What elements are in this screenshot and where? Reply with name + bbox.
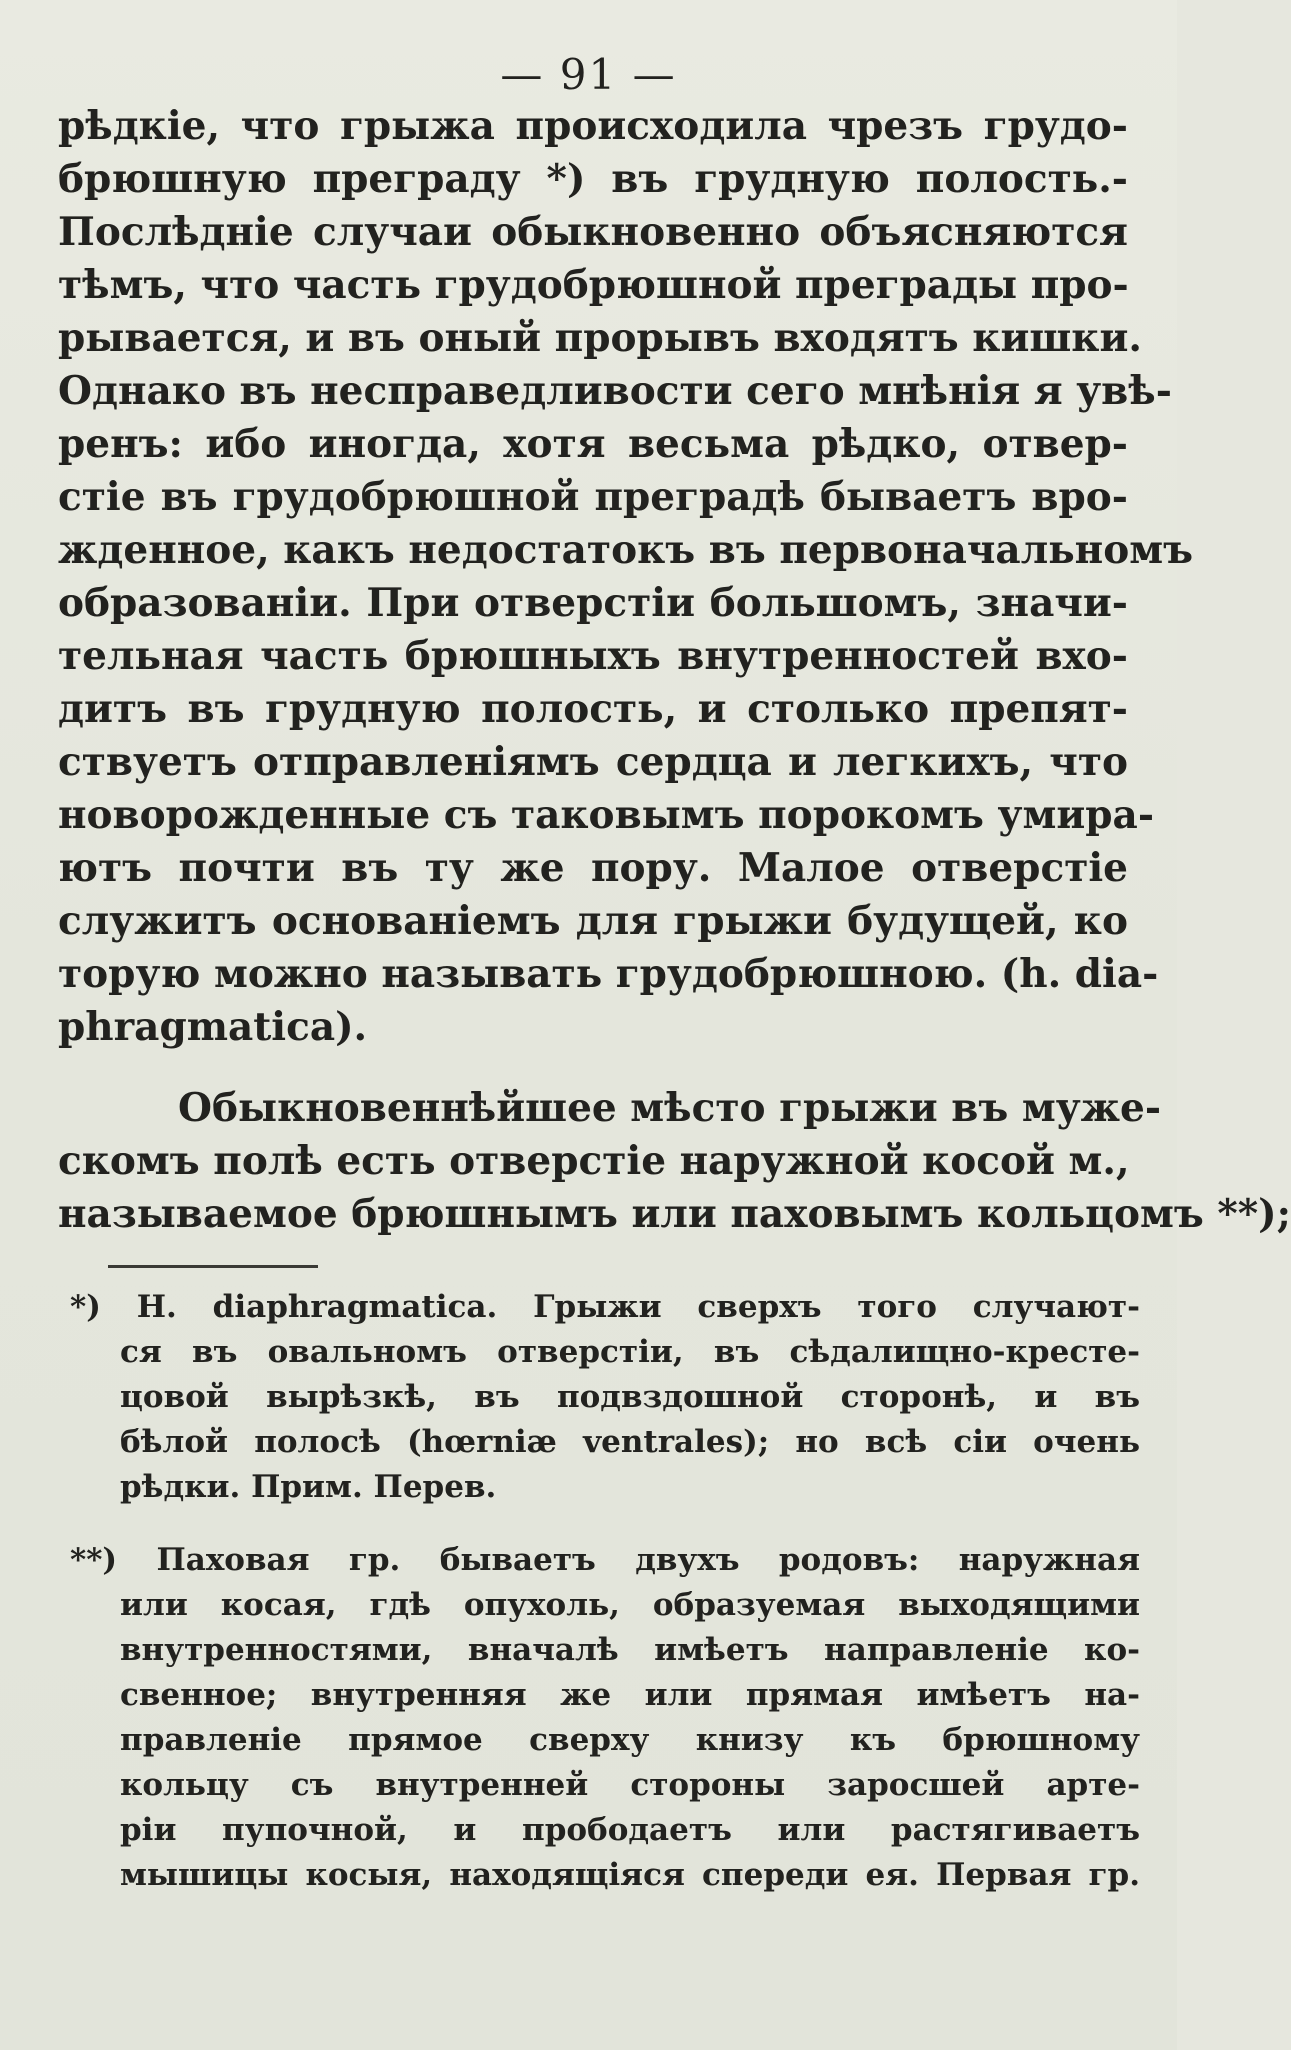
footnote-1 <box>70 1285 1140 1510</box>
footnote-line: правленіе прямое сверху книзу къ брюшному <box>120 1722 1140 1758</box>
footnote-line: ся въ овальномъ отверстіи, въ сѣдалищно-кресте- <box>120 1334 1140 1370</box>
text-line: служитъ основаніемъ для грыжи будущей, ко <box>58 898 1128 944</box>
text-line: ренъ: ибо иногда, хотя весьма рѣдко, отвер- <box>58 421 1128 467</box>
footnote-2 <box>70 1538 1140 1898</box>
text-line: новорожденные съ таковымъ порокомъ умира- <box>58 792 1155 838</box>
footnote-line: кольцу съ внутренней стороны заросшей арте- <box>120 1767 1140 1803</box>
text-line: жденное, какъ недостатокъ въ первоначальномъ <box>58 527 1194 573</box>
footnotes <box>70 1285 1140 1898</box>
footnote-separator <box>108 1265 318 1268</box>
footnote-line: бѣлой полосѣ (hœrniæ ventrales); но всѣ сіи очень <box>120 1424 1140 1460</box>
text-line: рѣдкіе, что грыжа происходила чрезъ грудо- <box>58 103 1128 149</box>
footnote-line: **) Паховая гр. бываетъ двухъ родовъ: наружная <box>70 1542 1140 1578</box>
text-line: торую можно называть грудобрюшною. (h. dia- <box>58 951 1159 997</box>
text-line: ствуетъ отправленіямъ сердца и легкихъ, что <box>58 739 1128 785</box>
text-line: Послѣдніе случаи обыкновенно объясняются <box>58 209 1128 255</box>
footnote-line: внутренностями, вначалѣ имѣетъ направленіе ко- <box>120 1632 1140 1668</box>
text-line: тельная часть брюшныхъ внутренностей вхо- <box>58 633 1128 679</box>
text-line: стіе въ грудобрюшной преградѣ бываетъ вро- <box>58 474 1128 520</box>
text-line: скомъ полѣ есть отверстіе наружной косой м., <box>58 1138 1130 1184</box>
main-text <box>58 100 1291 1241</box>
text-line: брюшную преграду *) въ грудную полость.- <box>58 156 1128 202</box>
text-line: дитъ въ грудную полость, и столько препят- <box>58 686 1128 732</box>
page-number: — 91 — <box>500 50 677 99</box>
text-line: тѣмъ, что часть грудобрюшной преграды про- <box>58 262 1129 308</box>
footnote-line: мышицы косыя, находящіяся спереди ея. Первая гр. <box>120 1857 1140 1893</box>
text-line: образованіи. При отверстіи большомъ, значи- <box>58 580 1128 626</box>
footnote-line: ріи пупочной, и прободаетъ или растягиваетъ <box>120 1812 1140 1848</box>
footnote-line: свенное; внутренняя же или прямая имѣетъ на- <box>120 1677 1140 1713</box>
text-line: Обыкновеннѣйшее мѣсто грыжи въ муже- <box>178 1085 1162 1131</box>
text-line: phragmatica). <box>58 1004 368 1050</box>
text-line: ютъ почти въ ту же пору. Малое отверстіе <box>58 845 1128 891</box>
footnote-line: рѣдки. Прим. Перев. <box>120 1469 497 1505</box>
paragraph-2 <box>58 1082 1291 1241</box>
text-line: рывается, и въ оный прорывъ входятъ кишки. <box>58 315 1142 361</box>
footnote-line: цовой вырѣзкѣ, въ подвздошной сторонѣ, и въ <box>120 1379 1140 1415</box>
footnote-line: *) H. diaphragmatica. Грыжи сверхъ того случают- <box>70 1289 1140 1325</box>
paragraph-1 <box>58 100 1194 1054</box>
text-line: Однако въ несправедливости сего мнѣнія я увѣ- <box>58 368 1172 414</box>
text-line: называемое брюшнымъ или паховымъ кольцомъ **); <box>58 1191 1291 1237</box>
footnote-line: или косая, гдѣ опухоль, образуемая выходящими <box>120 1587 1140 1623</box>
